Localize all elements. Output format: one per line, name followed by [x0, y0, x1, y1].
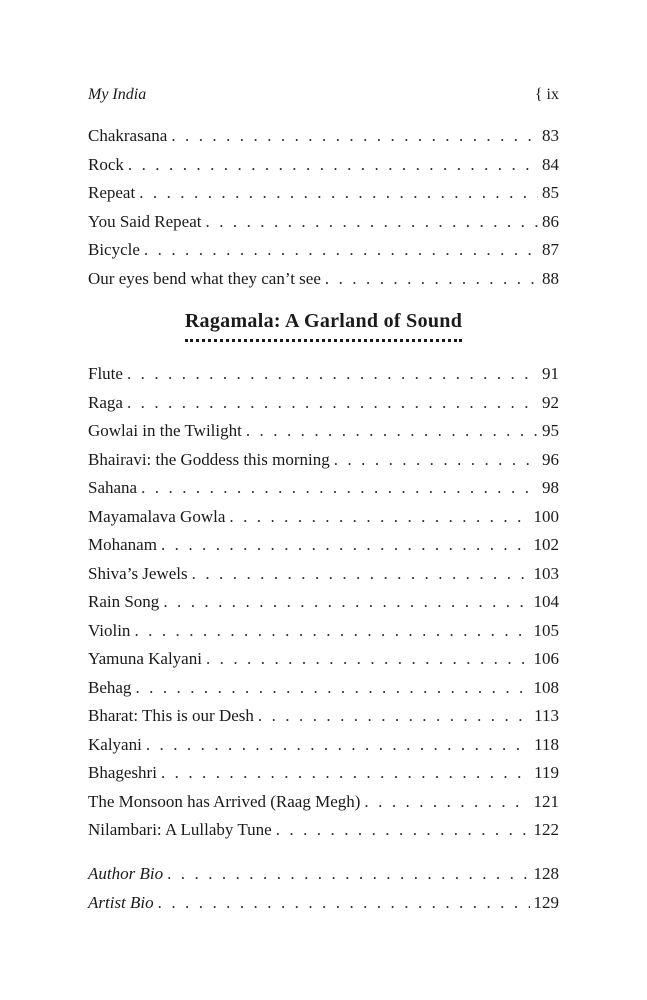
dot-leader — [161, 535, 530, 555]
toc-entry — [88, 763, 559, 792]
toc-entry-title: Gowlai in the Twilight — [88, 421, 242, 440]
toc-entry-page: 113 — [534, 706, 559, 725]
dot-leader — [171, 126, 538, 146]
toc-entry — [88, 735, 559, 764]
toc-entry-title: Kalyani — [88, 734, 142, 754]
toc-entry — [88, 706, 559, 735]
toc-entry-title: Behag — [88, 677, 132, 697]
toc-entry-page: 95 — [542, 421, 559, 440]
toc-entry-page: 129 — [533, 892, 559, 912]
toc-entry-page: 119 — [534, 763, 559, 782]
toc-entry-page: 102 — [533, 535, 559, 554]
dot-leader — [334, 450, 538, 470]
toc-entry-title: Bhageshri — [88, 763, 157, 782]
toc-entry-title: The Monsoon has Arrived (Raag Megh) — [88, 791, 361, 811]
toc-entry-page: 105 — [533, 620, 559, 640]
toc-entry-page: 103 — [533, 563, 559, 583]
dot-leader — [135, 678, 529, 698]
toc-entry-title: Yamuna Kalyani — [88, 649, 202, 668]
toc-entry — [88, 450, 559, 479]
toc-entry — [88, 126, 559, 155]
toc-entry — [88, 240, 559, 269]
toc-entry-title: Bhairavi: the Goddess this morning — [88, 449, 330, 469]
toc-entry — [88, 820, 559, 849]
toc-entry — [88, 864, 559, 893]
dot-leader — [276, 820, 530, 840]
toc-entry — [88, 155, 559, 184]
toc-entry-page: 121 — [533, 791, 559, 811]
toc-entry-title: Bicycle — [88, 240, 140, 259]
dot-leader — [127, 364, 538, 384]
dot-leader — [128, 155, 538, 175]
toc-entry-title: Mayamalava Gowla — [88, 506, 226, 526]
toc-entry-title: Our eyes bend what they can’t see — [88, 268, 321, 288]
toc-entry — [88, 393, 559, 422]
toc-entry-title: Rain Song — [88, 592, 160, 611]
toc-entry-page: 87 — [542, 240, 559, 259]
dot-leader — [258, 706, 530, 726]
toc-entry-title: Nilambari: A Lullaby Tune — [88, 820, 272, 839]
toc-entry — [88, 621, 559, 650]
toc-entry-page: 122 — [533, 820, 559, 839]
toc-entry — [88, 507, 559, 536]
toc-entry — [88, 649, 559, 678]
toc-entry — [88, 212, 559, 241]
toc-entry-title: Bharat: This is our Desh — [88, 706, 254, 725]
toc-entry — [88, 535, 559, 564]
toc-entry-page: 83 — [542, 126, 559, 145]
toc-entry-page: 98 — [542, 478, 559, 497]
toc-entry-title: Rock — [88, 154, 124, 174]
section-heading — [0, 310, 647, 342]
toc-entry-title: Author Bio — [88, 864, 164, 883]
toc-entry-title: Flute — [88, 364, 123, 383]
dot-leader — [144, 240, 538, 260]
running-header — [88, 86, 559, 108]
dot-leader — [325, 269, 538, 289]
toc-entry-page: 86 — [542, 211, 559, 231]
toc-entry-page: 85 — [542, 183, 559, 202]
toc-entry-page: 96 — [542, 449, 559, 469]
toc-list-back-matter — [88, 864, 559, 921]
toc-entry-page: 91 — [542, 364, 559, 383]
book-title: My India — [88, 86, 147, 103]
toc-entry — [88, 421, 559, 450]
toc-entry-page: 106 — [533, 649, 559, 668]
toc-entry-title: Violin — [88, 620, 131, 640]
toc-entry-page: 100 — [533, 506, 559, 526]
toc-entry-title: Raga — [88, 392, 123, 412]
dot-leader — [192, 564, 530, 584]
toc-entry-page: 108 — [533, 677, 559, 697]
toc-entry — [88, 478, 559, 507]
dot-leader — [206, 649, 530, 669]
page-number: { ix — [534, 86, 559, 103]
dot-leader — [167, 864, 529, 884]
toc-entry-page: 104 — [533, 592, 559, 611]
toc-entry-page: 118 — [534, 734, 559, 754]
toc-entry-title: Sahana — [88, 478, 138, 497]
toc-list-part-2 — [88, 364, 559, 849]
dot-leader — [364, 792, 529, 812]
toc-entry-title: Chakrasana — [88, 126, 168, 145]
dot-leader — [158, 893, 530, 913]
dot-leader — [229, 507, 529, 527]
toc-entry — [88, 364, 559, 393]
dot-leader — [146, 735, 530, 755]
dot-leader — [141, 478, 538, 498]
section-heading-text: Ragamala: A Garland of Sound — [185, 310, 462, 342]
toc-entry-title: Repeat — [88, 183, 136, 202]
toc-entry — [88, 893, 559, 922]
dot-leader — [161, 763, 530, 783]
toc-entry-page: 92 — [542, 392, 559, 412]
toc-entry — [88, 183, 559, 212]
dot-leader — [163, 592, 529, 612]
dot-leader — [206, 212, 539, 232]
toc-entry — [88, 564, 559, 593]
toc-entry-page: 84 — [542, 154, 559, 174]
toc-entry-title: Artist Bio — [88, 892, 154, 912]
toc-entry-page: 128 — [533, 864, 559, 883]
toc-entry — [88, 678, 559, 707]
toc-entry-title: You Said Repeat — [88, 211, 202, 231]
toc-entry-page: 88 — [542, 268, 559, 288]
toc-entry-title: Shiva’s Jewels — [88, 563, 188, 583]
toc-entry — [88, 592, 559, 621]
dot-leader — [139, 183, 538, 203]
dot-leader — [134, 621, 529, 641]
dot-leader — [246, 421, 538, 441]
toc-entry-title: Mohanam — [88, 535, 157, 554]
toc-list-part-1 — [88, 126, 559, 297]
dot-leader — [127, 393, 538, 413]
toc-entry — [88, 792, 559, 821]
toc-entry — [88, 269, 559, 298]
